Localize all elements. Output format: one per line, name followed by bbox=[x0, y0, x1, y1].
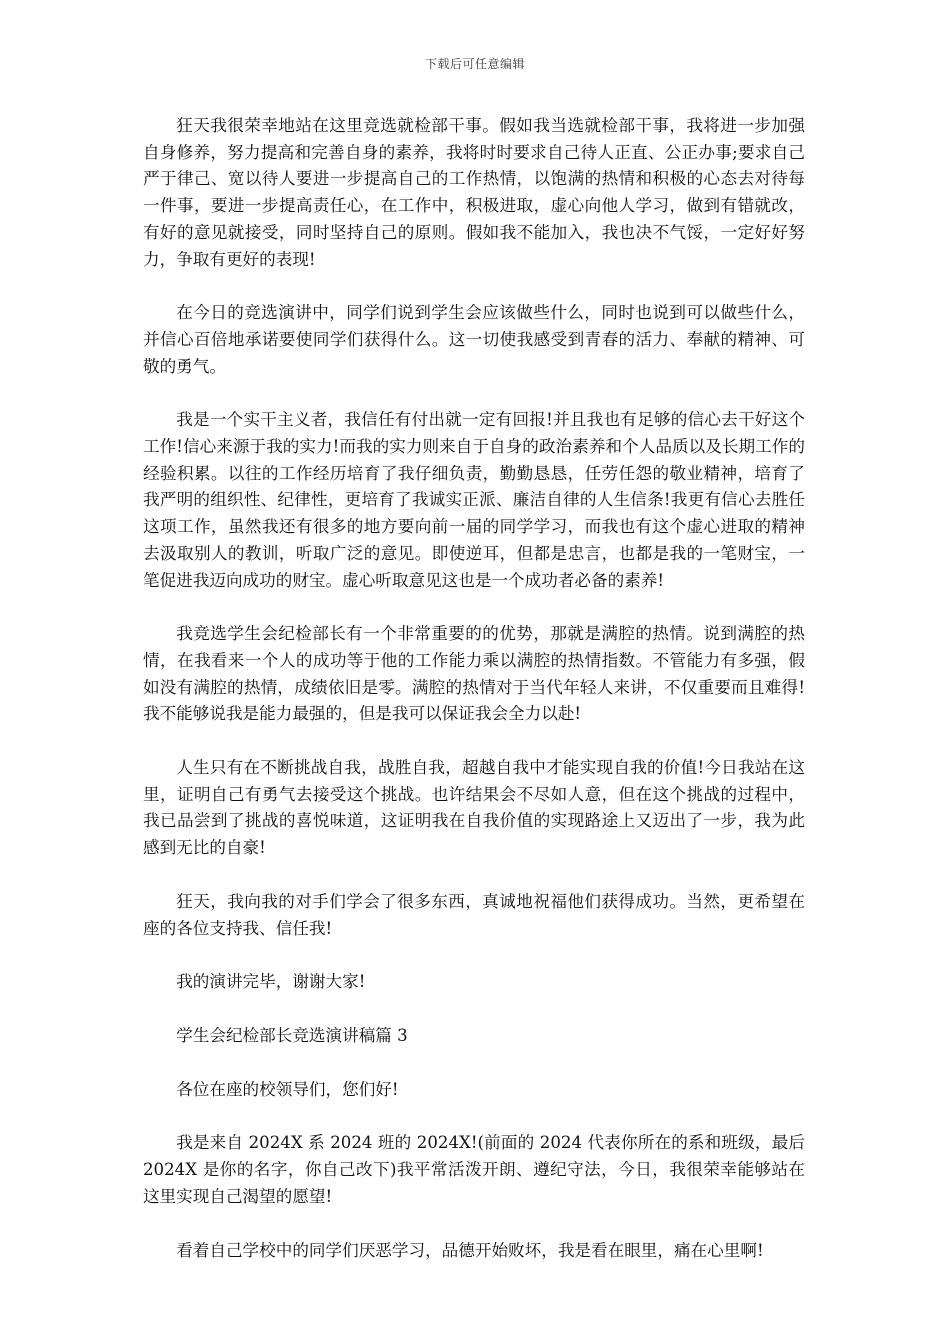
paragraph-3: 我是一个实干主义者，我信任有付出就一定有回报!并且我也有足够的信心去干好这个工作!信心来源于我的实力!而我的实力则来自于自身的政治素养和个人品质以及长期工作的经验积累。以往的工作经历培育了我仔细负责，勤勤恳恳，任劳任怨的敬业精神，培育了我严明的组织性、纪律性，更培育了我诚实正派、廉洁自律的人生信条!我更有信心去胜任这项工作，虽然我还有很多的地方要向前一届的同学学习，而我也有这个虚心进取的精神去汲取别人的教训，听取广泛的意见。即使逆耳，但都是忠言，也都是我的一笔财宝，一笔促进我迈向成功的财宝。虚心听取意见这也是一个成功者必备的素养! bbox=[143, 410, 805, 590]
paragraph-2: 在今日的竞选演讲中，同学们说到学生会应该做些什么，同时也说到可以做些什么，并信心百倍地承诺要使同学们获得什么。这一切使我感受到青春的活力、奉献的精神、可敬的勇气。 bbox=[143, 303, 805, 376]
document-body bbox=[143, 113, 805, 1291]
paragraph-9: 看着自己学校中的同学们厌恶学习，品德开始败坏，我是看在眼里，痛在心里啊! bbox=[176, 1240, 764, 1260]
salutation: 各位在座的校领导们，您们好! bbox=[176, 1079, 399, 1099]
paragraph-5: 人生只有在不断挑战自我，战胜自我，超越自我中才能实现自我的价值!今日我站在这里，证明自己有勇气去接受这个挑战。也许结果会不尽如人意，但在这个挑战的过程中，我已品尝到了挑战的喜悦味道，这证明我在自我价值的实现路途上又迈出了一步，我为此感到无比的自豪! bbox=[143, 758, 805, 858]
paragraph-closing: 我的演讲完毕，谢谢大家! bbox=[176, 972, 366, 992]
section-heading: 学生会纪检部长竞选演讲稿篇 3 bbox=[176, 1025, 408, 1045]
paragraph-1: 狂天我很荣幸地站在这里竞选就检部干事。假如我当选就检部干事，我将进一步加强自身修养，努力提高和完善自身的素养，我将时时要求自己待人正直、公正办事;要求自己严于律己、宽以待人要进一步提高自己的工作热情，以饱满的热情和积极的心态去对待每一件事，要进一步提高责任心，在工作中，积极进取，虚心向他人学习，做到有错就改，有好的意见就接受，同时坚持自己的原则。假如我不能加入，我也决不气馁，一定好好努力，争取有更好的表现! bbox=[143, 116, 805, 269]
page-header: 下载后可任意编辑 bbox=[424, 57, 525, 71]
paragraph-6: 狂天，我向我的对手们学会了很多东西，真诚地祝福他们获得成功。当然，更希望在座的各位支持我、信任我! bbox=[143, 891, 805, 938]
paragraph-8: 我是来自 2024X 系 2024 班的 2024X!(前面的 2024 代表你所在的系和班级，最后 2024X 是你的名字，你自己改下)我平常活泼开朗、遵纪守法，今日，我很荣幸能够站在这里实现自己渴望的愿望! bbox=[143, 1133, 805, 1206]
paragraph-4: 我竞选学生会纪检部长有一个非常重要的的优势，那就是满腔的热情。说到满腔的热情，在我看来一个人的成功等于他的工作能力乘以满腔的热情指数。不管能力有多强，假如没有满腔的热情，成绩依旧是零。满腔的热情对于当代年轻人来讲，不仅重要而且难得!我不能够说我是能力最强的，但是我可以保证我会全力以赴! bbox=[143, 624, 805, 724]
